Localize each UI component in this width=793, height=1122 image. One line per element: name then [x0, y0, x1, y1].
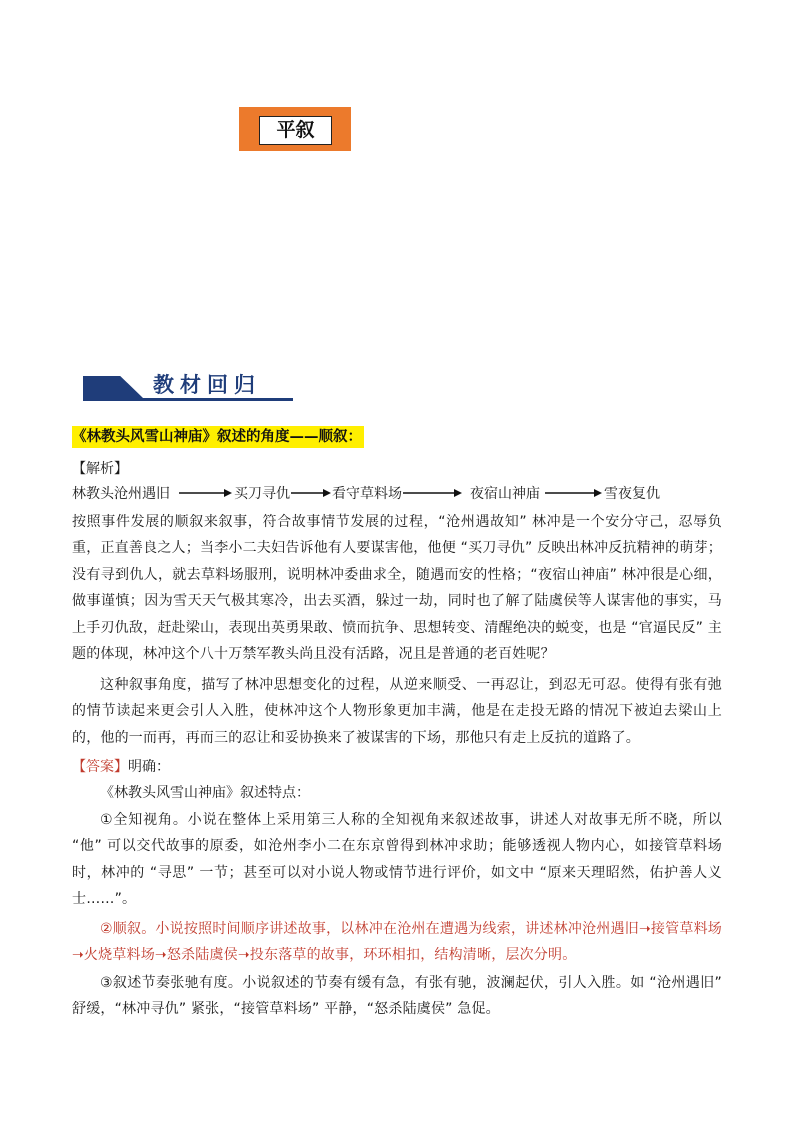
flow-step-2: 买刀寻仇 [234, 486, 290, 502]
answer-point-1: ①全知视角。小说在整体上采用第三人称的全知视角来叙述故事，讲述人对故事无所不晓，所以 “他” 可以交代故事的原委，如沧州李小二在东京曾得到林冲求助；能够透视人物内心，如接管草料场时，林冲的 “寻思” 一节；甚至可以对小说人物或情节进行评价，如文中 “原来天理昭然，佑护善人义士……”。 [72, 812, 722, 908]
label-box-text: 平叙 [259, 116, 332, 145]
analysis-paragraph-2: 这种叙事角度，描写了林冲思想变化的过程，从逆来顺受、一再忍让，到忍无可忍。使得有张有弛的情节读起来更会引人入胜，使林冲这个人物形象更加丰满，他是在走投无路的情况下被迫去梁山上的，他的一而再，再而三的忍让和妥协换来了被谋害的下场，那他只有走上反抗的道路了。 [72, 677, 722, 746]
arrow-right-icon [289, 485, 332, 501]
flow-step-4: 夜宿山神庙 [470, 486, 540, 502]
flow-step-5: 雪夜复仇 [604, 486, 660, 502]
answer-point-3: ③叙述节奏张驰有度。小说叙述的节奏有缓有急，有张有驰，波澜起伏，引人入胜。如 “沧州遇旧” 舒缓，“林冲寻仇” 紧张，“接管草料场” 平静，“怒杀陆虞侯” 急促。 [72, 975, 722, 1018]
arrow-right-icon [543, 485, 603, 501]
answer-label: 【答案】 [72, 759, 128, 775]
flow-step-3: 看守草料场 [332, 486, 402, 502]
flow-step-1: 林教头沧州遇旧 [72, 486, 170, 502]
analysis-paragraph-1: 按照事件发展的顺叙来叙事，符合故事情节发展的过程，“沧州遇故知” 林冲是一个安分守己，忍辱负重，正直善良之人；当李小二夫妇告诉他有人要谋害他，他便 “买刀寻仇” 反映出林冲反抗精神的萌芽；没有寻到仇人，就去草料场服刑，说明林冲委曲求全，随遇而安的性格；“夜宿山神庙” 林冲很是心细，做事谨慎；因为雪天天气极其寒冷，出去买酒，躲过一劫，同时也了解了陆虞侯等人谋害他的事实，马上手刃仇敌，赶赴梁山，表现出英勇果敢、愤而抗争、思想转变、清醒绝决的蜕变，也是 “官逼民反” 主题的体现，林冲这个八十万禁军教头尚且没有活路，况且是普通的老百姓呢？ [72, 514, 722, 663]
answer-subtitle: 《林教头风雪山神庙》叙述特点： [100, 785, 310, 801]
section-header [83, 371, 343, 403]
section-bar-icon [83, 376, 143, 398]
highlighted-heading: 《林教头风雪山神庙》叙述的角度——顺叙： [72, 426, 364, 448]
analysis-label: 【解析】 [72, 461, 128, 477]
answer-lead: 明确： [128, 759, 170, 775]
section-title: 教材回归 [153, 373, 261, 397]
arrow-right-icon [177, 485, 233, 501]
arrow-right-icon [401, 485, 463, 501]
answer-line [72, 754, 170, 780]
label-box [239, 107, 351, 151]
answer-point-2: ②顺叙。小说按照时间顺序讲述故事，以林冲在沧州在遭遇为线索，讲述林冲沧州遇旧➝接管草料场➝火烧草料场➝怒杀陆虞侯➝投东落草的故事，环环相扣，结构清晰，层次分明。 [72, 921, 722, 964]
